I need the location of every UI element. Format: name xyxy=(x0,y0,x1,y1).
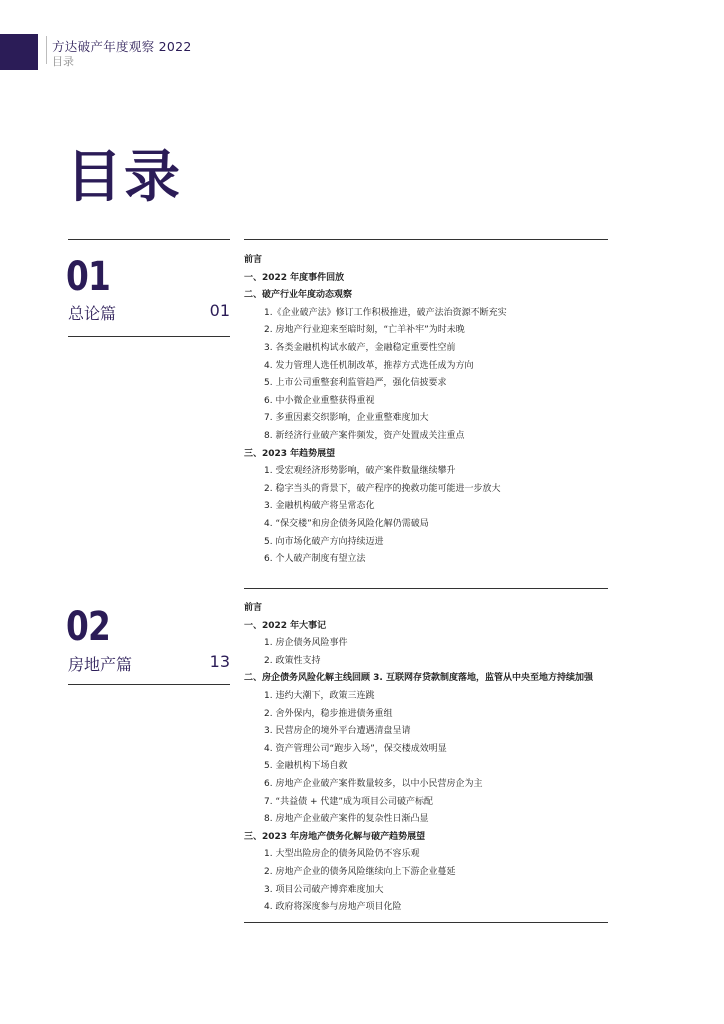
toc-part-01 xyxy=(244,252,507,569)
header-title: 方达破产年度观察 2022 xyxy=(52,39,192,54)
toc-subitem: 1.《企业破产法》修订工作积极推进，破产法治资源不断充实 xyxy=(264,307,507,318)
toc-subitem: 5. 上市公司重整套利监管趋严，强化信披要求 xyxy=(264,378,447,389)
toc-subitem: 3. 各类金融机构试水破产，金融稳定重要性空前 xyxy=(264,342,456,353)
toc-subitem: 8. 房地产企业破产案件的复杂性日渐凸显 xyxy=(264,814,429,825)
toc-01-top-rule xyxy=(244,239,608,240)
toc-section-heading: 一、2022 年度事件回放 xyxy=(244,272,345,283)
toc-subitem: 7. 多重因素交织影响，企业重整难度加大 xyxy=(264,413,429,424)
part-01-page: 01 xyxy=(209,301,230,320)
header-divider xyxy=(46,36,47,64)
part-01-name: 总论篇 xyxy=(68,304,117,323)
toc-subitem: 2. 房地产行业迎来至暗时刻，“亡羊补牢”为时未晚 xyxy=(264,325,465,336)
corner-color-block xyxy=(0,34,38,70)
part-02-number: 02 xyxy=(66,604,111,650)
toc-section-heading: 一、2022 年大事记 xyxy=(244,620,327,631)
part-01-top-rule xyxy=(68,239,230,240)
toc-section-heading: 三、2023 年房地产债务化解与破产趋势展望 xyxy=(244,831,426,842)
toc-subitem: 5. 向市场化破产方向持续迈进 xyxy=(264,536,384,547)
part-02-bottom-rule xyxy=(68,684,230,685)
toc-subitem: 1. 违约大潮下，政策三连跳 xyxy=(264,690,375,701)
toc-subitem: 3. 金融机构破产将呈常态化 xyxy=(264,501,375,512)
toc-subitem: 2. 政策性支持 xyxy=(264,655,321,666)
toc-subitem: 4. “保交楼”和房企债务风险化解仍需破局 xyxy=(264,518,429,529)
toc-subitem: 4. 资产管理公司“跑步入场”，保交楼成效明显 xyxy=(264,743,447,754)
toc-section-heading: 二、破产行业年度动态观察 xyxy=(244,290,353,301)
toc-part-02 xyxy=(244,600,593,917)
toc-subitem: 3. 民营房企的境外平台遭遇清盘呈请 xyxy=(264,726,411,737)
toc-subitem: 4. 政府将深度参与房地产项目化险 xyxy=(264,902,402,913)
toc-subitem: 2. 舍外保内，稳步推进债务重组 xyxy=(264,708,393,719)
toc-section-heading: 三、2023 年趋势展望 xyxy=(244,448,336,459)
toc-subitem: 3. 项目公司破产博弈难度加大 xyxy=(264,884,384,895)
toc-subitem: 5. 金融机构下场自救 xyxy=(264,761,348,772)
toc-subitem: 2. 房地产企业的债务风险继续向上下游企业蔓延 xyxy=(264,866,456,877)
toc-subitem: 4. 发力管理人选任机制改革，推荐方式选任成为方向 xyxy=(264,360,474,371)
toc-subitem: 1. 房企债务风险事件 xyxy=(264,638,348,649)
toc-subitem: 8. 新经济行业破产案件频发，资产处置成关注重点 xyxy=(264,430,465,441)
toc-subitem: 6. 房地产企业破产案件数量较多，以中小民营房企为主 xyxy=(264,778,483,789)
part-01-bottom-rule xyxy=(68,336,230,337)
page-title: 目录 xyxy=(66,145,182,210)
header-subtitle: 目录 xyxy=(52,55,74,68)
toc-subitem: 2. 稳字当头的背景下，破产程序的挽救功能可能进一步放大 xyxy=(264,483,501,494)
part-02-page: 13 xyxy=(209,652,230,671)
toc-subitem: 7. “共益债 + 代建”成为项目公司破产标配 xyxy=(264,796,434,807)
toc-01-bottom-rule xyxy=(244,588,608,589)
toc-section-heading: 前言 xyxy=(244,603,263,613)
part-01-number: 01 xyxy=(66,254,111,300)
toc-subitem: 1. 大型出险房企的债务风险仍不容乐观 xyxy=(264,849,420,860)
toc-subitem: 6. 个人破产制度有望立法 xyxy=(264,554,366,565)
toc-section-heading: 前言 xyxy=(244,255,263,265)
part-02-name: 房地产篇 xyxy=(68,655,133,674)
toc-subitem: 1. 受宏观经济形势影响，破产案件数量继续攀升 xyxy=(264,466,456,477)
toc-02-bottom-rule xyxy=(244,922,608,923)
toc-section-heading: 二、房企债务风险化解主线回顾 3. 互联网存贷款制度落地，监管从中央至地方持续加强 xyxy=(244,673,593,684)
toc-subitem: 6. 中小微企业重整获得重视 xyxy=(264,395,375,406)
